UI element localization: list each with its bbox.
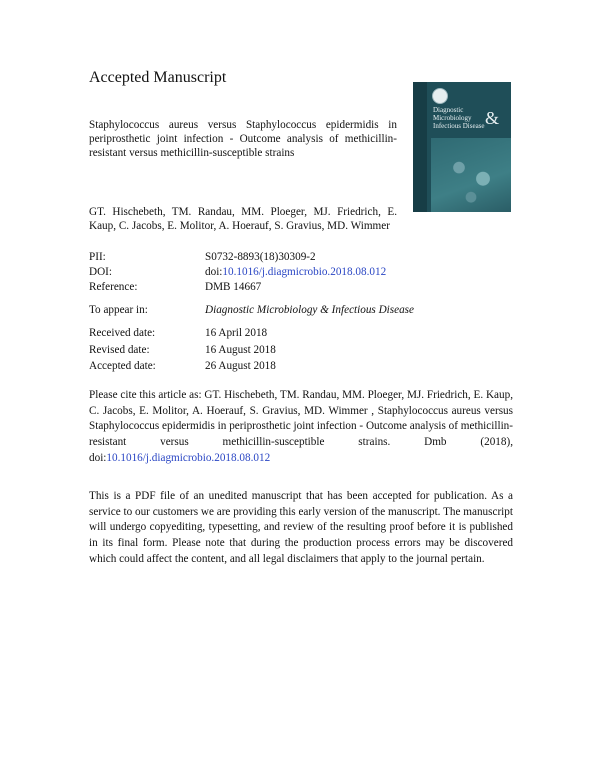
citation-doi-prefix: doi:	[89, 451, 107, 464]
appear-label: To appear in:	[89, 304, 148, 316]
received-value: 16 April 2018	[205, 327, 268, 339]
publisher-logo-icon	[432, 88, 448, 104]
cover-title-line-1: Diagnostic	[433, 106, 464, 114]
reference-value: DMB 14667	[205, 281, 262, 293]
doi-value	[205, 265, 386, 280]
cover-title-line-2: Microbiology	[433, 114, 472, 122]
disclaimer-paragraph: This is a PDF file of an unedited manuscript that has been accepted for publication. As a service to our customers we are providing this early version of the manuscript. The manuscript will undergo copyediting, typesetting, and review of the resulting proof before it is published in its final form. Please note that during the production process errors may be discovered which could affect the content, and all legal disclaimers that apply to the journal pertain.	[89, 490, 513, 565]
accepted-value: 26 August 2018	[205, 360, 276, 372]
doi-link[interactable]: 10.1016/j.diagmicrobio.2018.08.012	[222, 266, 387, 278]
revised-label: Revised date:	[89, 344, 150, 356]
cover-ampersand: &	[485, 108, 500, 128]
citation-text: Please cite this article as: GT. Hischebeth, TM. Randau, MM. Ploeger, MJ. Friedrich, E. Kaup, C. Jacobs, E. Molitor, A. Hoerauf, S. Gravius, MD. Wimmer , Staphylococcus aureus versus Staphylococcus epidermidis in periprosthetic joint infection - Outcome analysis of methicillin-resistant versus methicillin-susceptible strains. Dmb (2018),	[89, 389, 513, 449]
article-title: Staphylococcus aureus versus Staphylococcus epidermidis in periprosthetic joint infection - Outcome analysis of methicillin-resistant versus methicillin-susceptible strains	[89, 119, 397, 159]
pii-label: PII:	[89, 251, 106, 263]
journal-name: Diagnostic Microbiology & Infectious Disease	[205, 304, 415, 316]
journal-cover-image	[413, 82, 511, 212]
pii-value: S0732-8893(18)30309-2	[205, 251, 316, 263]
citation-paragraph	[89, 388, 513, 467]
reference-label: Reference:	[89, 281, 138, 293]
revised-value: 16 August 2018	[205, 344, 276, 356]
citation-doi-link[interactable]: 10.1016/j.diagmicrobio.2018.08.012	[106, 451, 271, 464]
received-label: Received date:	[89, 327, 156, 339]
doi-prefix: doi:	[205, 266, 223, 278]
doi-label: DOI:	[89, 266, 112, 278]
page-heading: Accepted Manuscript	[89, 69, 227, 86]
author-list: GT. Hischebeth, TM. Randau, MM. Ploeger, MJ. Friedrich, E. Kaup, C. Jacobs, E. Molitor, A. Hoerauf, S. Gravius, MD. Wimmer	[89, 206, 397, 232]
cover-micrograph-image	[431, 138, 511, 212]
accepted-label: Accepted date:	[89, 360, 156, 372]
cover-title-line-3: Infectious Disease	[433, 122, 485, 130]
cover-spine	[413, 82, 427, 212]
